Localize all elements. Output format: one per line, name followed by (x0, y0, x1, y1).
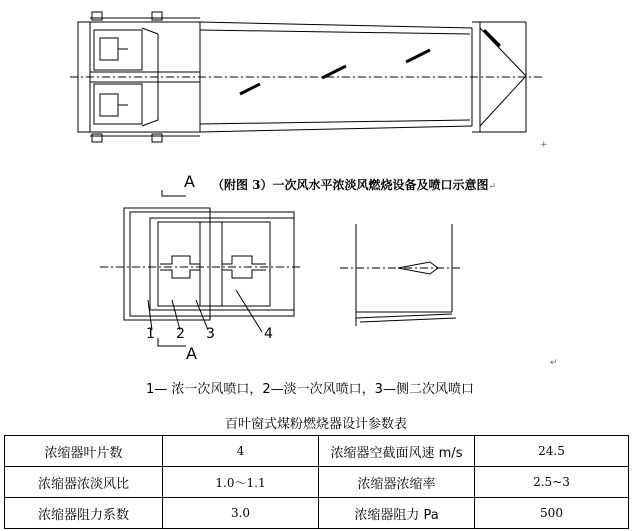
paragraph-mark: ↵ (488, 182, 497, 192)
paragraph-mark: ↵ (550, 358, 558, 368)
figure-caption-text: （附图 3）一次风水平浓淡风燃烧设备及喷口示意图 (212, 178, 489, 192)
table-row (5, 498, 629, 529)
param-value: 2.5~3 (475, 467, 629, 498)
param-label: 浓缩器空截面风速 m/s (319, 436, 475, 467)
figure-legend: 1— 浓一次风喷口，2—淡一次风喷口，3—侧二次风喷口 (146, 382, 474, 397)
param-value: 500 (475, 498, 629, 529)
table-title: 百叶窗式煤粉燃烧器设计参数表 (224, 417, 407, 432)
table-row (5, 467, 629, 498)
nozzle-section-view (100, 190, 300, 346)
design-parameter-table (4, 435, 629, 529)
side-section-view (340, 224, 460, 326)
paragraph-mark: + (540, 140, 548, 150)
param-label: 浓缩器浓缩率 (319, 467, 475, 498)
param-label: 浓缩器浓淡风比 (5, 467, 163, 498)
table-row (5, 436, 629, 467)
section-label-bottom: A (186, 344, 197, 363)
param-value: 1.0～1.1 (163, 467, 319, 498)
param-label: 浓缩器阻力 Pa (319, 498, 475, 529)
param-value: 4 (163, 436, 319, 467)
param-label: 浓缩器阻力系数 (5, 498, 163, 529)
nozzle-number-4: 4 (264, 326, 273, 342)
figure-caption (212, 176, 496, 193)
burner-side-view (70, 12, 545, 142)
nozzle-number-2: 2 (176, 326, 185, 342)
nozzle-number-3: 3 (206, 326, 215, 342)
param-value: 3.0 (163, 498, 319, 529)
nozzle-number-1: 1 (146, 326, 155, 342)
param-value: 24.5 (475, 436, 629, 467)
section-label-top: A (184, 172, 195, 191)
param-label: 浓缩器叶片数 (5, 436, 163, 467)
